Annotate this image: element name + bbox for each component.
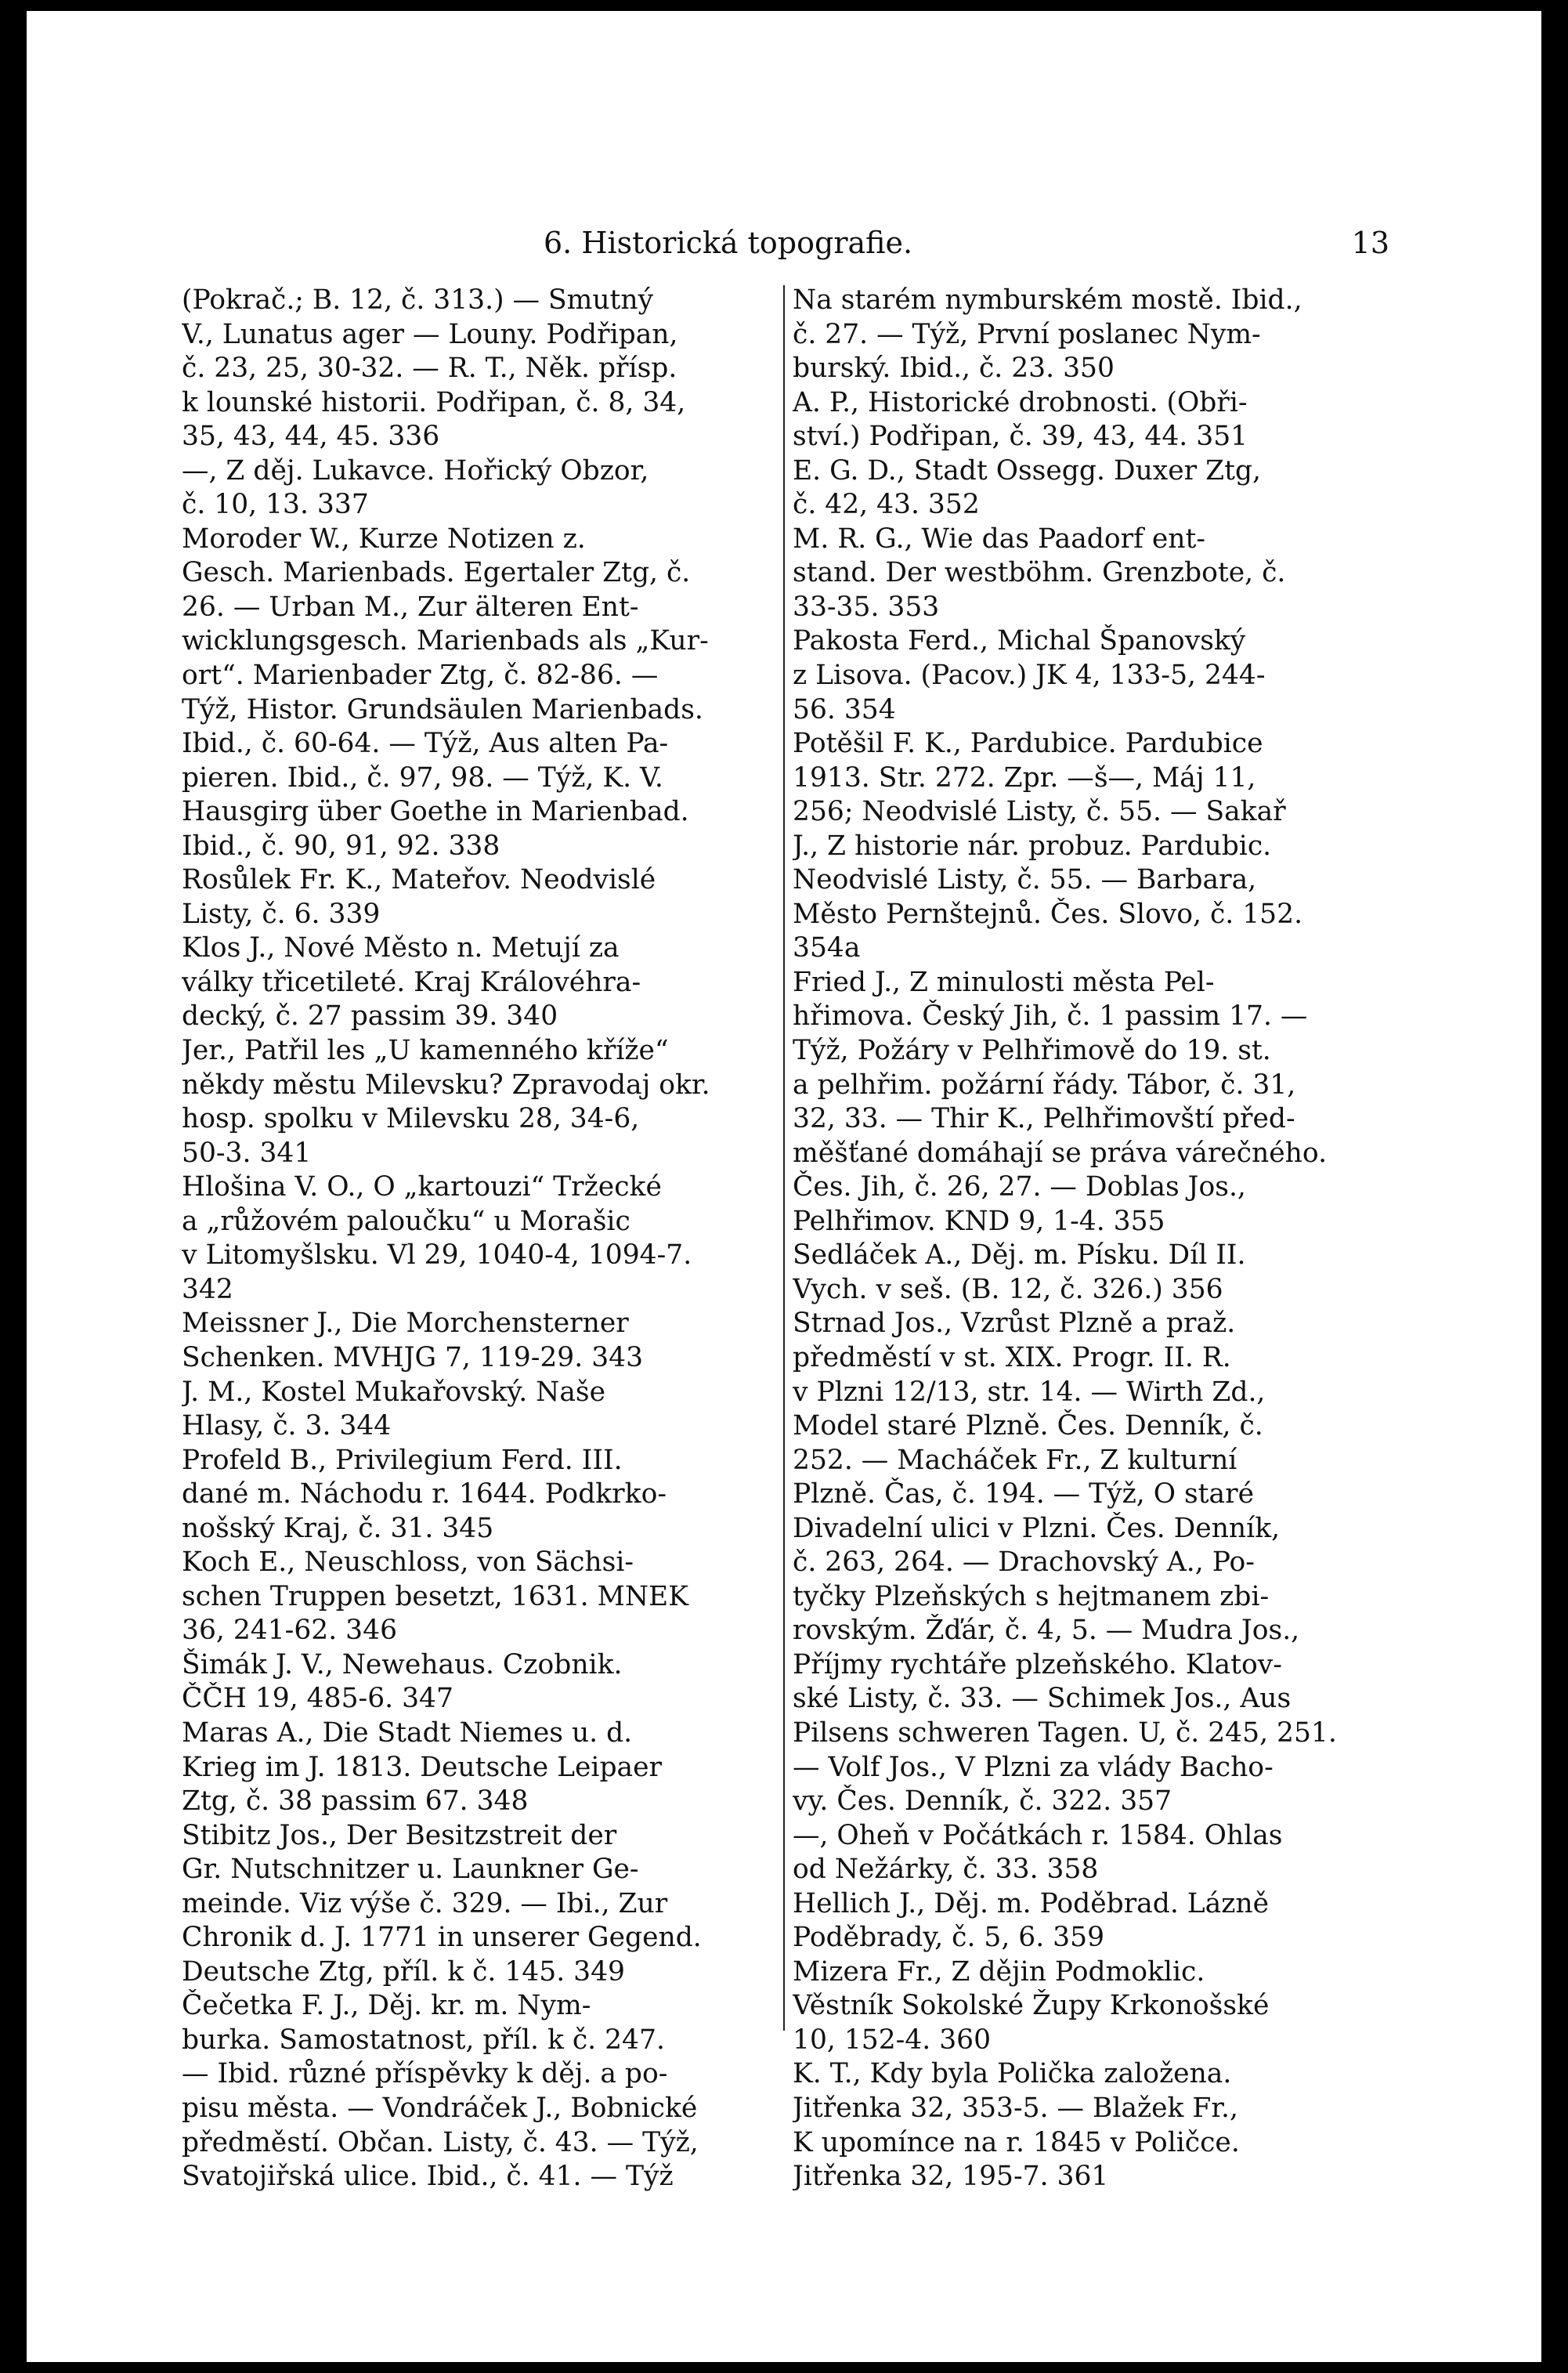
text-line: č. 42, 43. 352 bbox=[793, 489, 980, 521]
text-line: Gesch. Marienbads. Egertaler Ztg, č. bbox=[182, 557, 691, 589]
text-line: Strnad Jos., Vzrůst Plzně a praž. bbox=[793, 1308, 1236, 1340]
book-page bbox=[27, 11, 1541, 2362]
text-line: ort“. Marienbader Ztg, č. 82-86. — bbox=[182, 660, 659, 692]
text-line: 1913. Str. 272. Zpr. —š—, Máj 11, bbox=[793, 761, 1256, 794]
text-line: Věstník Sokolské Župy Krkonošské bbox=[793, 1990, 1270, 2022]
text-line: v Plzni 12/13, str. 14. — Wirth Zd., bbox=[793, 1376, 1266, 1408]
text-line: č. 27. — Týž, První poslanec Nym- bbox=[793, 318, 1261, 350]
text-line: v Litomyšlsku. Vl 29, 1040-4, 1094-7. bbox=[182, 1239, 692, 1272]
text-line: Klos J., Nové Město n. Metují za bbox=[182, 932, 620, 964]
text-line: Jer., Patřil les „U kamenného kříže“ bbox=[182, 1035, 669, 1067]
text-line: 342 bbox=[182, 1273, 233, 1305]
text-line: vy. Čes. Denník, č. 322. 357 bbox=[793, 1785, 1172, 1818]
text-line: tyčky Plzeňských s hejtmanem zbi- bbox=[793, 1580, 1270, 1612]
text-line: J. M., Kostel Mukařovský. Naše bbox=[182, 1376, 606, 1408]
text-line: Profeld B., Privilegium Ferd. III. bbox=[182, 1444, 623, 1476]
text-line: E. G. D., Stadt Ossegg. Duxer Ztg, bbox=[793, 454, 1262, 487]
text-line: burský. Ibid., č. 23. 350 bbox=[793, 353, 1115, 385]
text-line: Plzně. Čas, č. 194. — Týž, O staré bbox=[793, 1478, 1255, 1510]
text-line: Hlasy, č. 3. 344 bbox=[182, 1410, 392, 1442]
text-line: Gr. Nutschnitzer u. Launkner Ge- bbox=[182, 1854, 639, 1886]
text-line: pisu města. — Vondráček J., Bobnické bbox=[182, 2092, 698, 2124]
text-line: — Volf Jos., V Plzni za vlády Bacho- bbox=[793, 1751, 1274, 1783]
text-line: hřimova. Český Jih, č. 1 passim 17. — bbox=[793, 1000, 1308, 1033]
text-line: Ibid., č. 90, 91, 92. 338 bbox=[182, 830, 500, 862]
text-line: Jitřenka 32, 353-5. — Blažek Fr., bbox=[793, 2092, 1238, 2124]
text-line: Pelhřimov. KND 9, 1-4. 355 bbox=[793, 1205, 1165, 1237]
text-line: J., Z historie nár. probuz. Pardubic. bbox=[793, 830, 1272, 862]
text-line: předměstí v st. XIX. Progr. II. R. bbox=[793, 1341, 1231, 1373]
text-line: Hlošina V. O., O „kartouzi“ Tržecké bbox=[182, 1171, 662, 1203]
text-line: Koch E., Neuschloss, von Sächsi- bbox=[182, 1546, 634, 1579]
text-line: K upomínce na r. 1845 v Poličce. bbox=[793, 2126, 1240, 2158]
text-line: Neodvislé Listy, č. 55. — Barbara, bbox=[793, 864, 1257, 896]
text-line: wicklungsgesch. Marienbads als „Kur- bbox=[182, 625, 709, 657]
text-line: Maras A., Die Stadt Niemes u. d. bbox=[182, 1716, 633, 1749]
text-line: ství.) Podřipan, č. 39, 43, 44. 351 bbox=[793, 421, 1248, 453]
text-line: Jitřenka 32, 195-7. 361 bbox=[793, 2161, 1109, 2193]
text-line: (Pokrač.; B. 12, č. 313.) — Smutný bbox=[182, 284, 654, 316]
text-line: pieren. Ibid., č. 97, 98. — Týž, K. V. bbox=[182, 761, 663, 794]
text-line: nošský Kraj, č. 31. 345 bbox=[182, 1512, 494, 1544]
text-line: K. T., Kdy byla Polička založena. bbox=[793, 2058, 1232, 2090]
text-line: Mizera Fr., Z dějin Podmoklic. bbox=[793, 1955, 1205, 1988]
text-line: Příjmy rychtáře plzeňského. Klatov- bbox=[793, 1648, 1282, 1680]
text-line: — Ibid. různé příspěvky k děj. a po- bbox=[182, 2058, 668, 2090]
text-line: hosp. spolku v Milevsku 28, 34-6, bbox=[182, 1103, 640, 1135]
text-line: Týž, Požáry v Pelhřimově do 19. st. bbox=[793, 1035, 1271, 1067]
text-line: —, Z děj. Lukavce. Hořický Obzor, bbox=[182, 454, 649, 487]
page-number: 13 bbox=[1351, 226, 1389, 260]
text-line: V., Lunatus ager — Louny. Podřipan, bbox=[182, 318, 678, 350]
text-line: Vych. v seš. (B. 12, č. 326.) 356 bbox=[793, 1273, 1223, 1305]
text-line: Ztg, č. 38 passim 67. 348 bbox=[182, 1785, 529, 1818]
text-line: 252. — Macháček Fr., Z kulturní bbox=[793, 1444, 1237, 1476]
text-line: Model staré Plzně. Čes. Denník, č. bbox=[793, 1410, 1263, 1442]
text-line: decký, č. 27 passim 39. 340 bbox=[182, 1000, 558, 1033]
text-line: A. P., Historické drobnosti. (Obři- bbox=[793, 386, 1248, 418]
text-line: Na starém nymburském mostě. Ibid., bbox=[793, 284, 1302, 316]
text-line: od Nežárky, č. 33. 358 bbox=[793, 1854, 1099, 1886]
text-line: Moroder W., Kurze Notizen z. bbox=[182, 523, 586, 555]
text-line: někdy městu Milevsku? Zpravodaj okr. bbox=[182, 1069, 710, 1101]
text-line: 354a bbox=[793, 932, 861, 964]
text-line: předměstí. Občan. Listy, č. 43. — Týž, bbox=[182, 2126, 699, 2158]
text-line: a „růžovém paloučku“ u Morašic bbox=[182, 1205, 630, 1237]
text-line: 35, 43, 44, 45. 336 bbox=[182, 421, 440, 453]
column-divider bbox=[783, 285, 785, 2031]
text-line: 50-3. 341 bbox=[182, 1137, 312, 1169]
text-line: Sedláček A., Děj. m. Písku. Díl II. bbox=[793, 1239, 1246, 1272]
text-line: Chronik d. J. 1771 in unserer Gegend. bbox=[182, 1922, 702, 1954]
text-line: č. 23, 25, 30-32. — R. T., Něk. přísp. bbox=[182, 353, 677, 385]
text-line: č. 263, 264. — Drachovský A., Po- bbox=[793, 1546, 1255, 1579]
text-line: 36, 241-62. 346 bbox=[182, 1615, 398, 1647]
text-line: Potěšil F. K., Pardubice. Pardubice bbox=[793, 728, 1263, 760]
text-line: Divadelní ulici v Plzni. Čes. Denník, bbox=[793, 1512, 1281, 1544]
text-line: 32, 33. — Thir K., Pelhřimovští před- bbox=[793, 1103, 1295, 1135]
text-line: dané m. Náchodu r. 1644. Podkrko- bbox=[182, 1478, 667, 1510]
text-line: a pelhřim. požární řády. Tábor, č. 31, bbox=[793, 1069, 1296, 1101]
text-line: Schenken. MVHJG 7, 119-29. 343 bbox=[182, 1341, 644, 1373]
text-line: schen Truppen besetzt, 1631. MNEK bbox=[182, 1580, 689, 1612]
text-line: Pakosta Ferd., Michal Španovský bbox=[793, 625, 1246, 657]
text-line: Krieg im J. 1813. Deutsche Leipaer bbox=[182, 1751, 663, 1783]
text-line: Ibid., č. 60-64. — Týž, Aus alten Pa- bbox=[182, 728, 669, 760]
text-line: války třicetileté. Kraj Královéhra- bbox=[182, 966, 641, 998]
text-line: Hellich J., Děj. m. Poděbrad. Lázně bbox=[793, 1887, 1270, 1919]
text-line: Šimák J. V., Newehaus. Czobnik. bbox=[182, 1648, 623, 1680]
text-line: burka. Samostatnost, příl. k č. 247. bbox=[182, 2024, 665, 2056]
text-line: Fried J., Z minulosti města Pel- bbox=[793, 966, 1215, 998]
text-line: 256; Neodvislé Listy, č. 55. — Sakař bbox=[793, 796, 1286, 828]
text-line: 26. — Urban M., Zur älteren Ent- bbox=[182, 591, 639, 623]
text-line: 56. 354 bbox=[793, 693, 896, 725]
text-line: Čečetka F. J., Děj. kr. m. Nym- bbox=[182, 1990, 591, 2022]
text-line: M. R. G., Wie das Paadorf ent- bbox=[793, 523, 1206, 555]
text-line: Čes. Jih, č. 26, 27. — Doblas Jos., bbox=[793, 1171, 1246, 1203]
text-line: —, Oheň v Počátkách r. 1584. Ohlas bbox=[793, 1819, 1283, 1851]
text-line: Rosůlek Fr. K., Mateřov. Neodvislé bbox=[182, 864, 656, 896]
text-line: meinde. Viz výše č. 329. — Ibi., Zur bbox=[182, 1887, 668, 1919]
text-line: ČČH 19, 485-6. 347 bbox=[182, 1683, 453, 1715]
left-column bbox=[182, 284, 777, 2194]
text-line: Město Pernštejnů. Čes. Slovo, č. 152. bbox=[793, 898, 1303, 930]
section-title: 6. Historická topografie. bbox=[544, 226, 913, 260]
text-line: k lounské historii. Podřipan, č. 8, 34, bbox=[182, 386, 686, 418]
text-line: Deutsche Ztg, příl. k č. 145. 349 bbox=[182, 1955, 625, 1988]
right-column bbox=[793, 284, 1391, 2194]
scan-margin-marker: ◂ bbox=[0, 2037, 13, 2064]
text-line: Týž, Histor. Grundsäulen Marienbads. bbox=[182, 693, 703, 725]
text-line: Poděbrady, č. 5, 6. 359 bbox=[793, 1922, 1105, 1954]
text-line: měšťané domáhají se práva várečného. bbox=[793, 1137, 1328, 1169]
text-line: ské Listy, č. 33. — Schimek Jos., Aus bbox=[793, 1683, 1292, 1715]
text-line: z Lisova. (Pacov.) JK 4, 133-5, 244- bbox=[793, 660, 1266, 692]
text-line: rovským. Žďár, č. 4, 5. — Mudra Jos., bbox=[793, 1615, 1300, 1647]
text-line: 10, 152-4. 360 bbox=[793, 2024, 992, 2056]
text-line: Svatojiřská ulice. Ibid., č. 41. — Týž bbox=[182, 2161, 674, 2193]
text-line: Meissner J., Die Morchensterner bbox=[182, 1308, 629, 1340]
text-line: Stibitz Jos., Der Besitzstreit der bbox=[182, 1819, 617, 1851]
text-line: Pilsens schweren Tagen. U, č. 245, 251. bbox=[793, 1716, 1337, 1749]
text-line: Listy, č. 6. 339 bbox=[182, 898, 381, 930]
text-line: 33-35. 353 bbox=[793, 591, 940, 623]
text-line: Hausgirg über Goethe in Marienbad. bbox=[182, 796, 689, 828]
text-line: stand. Der westböhm. Grenzbote, č. bbox=[793, 557, 1286, 589]
text-line: č. 10, 13. 337 bbox=[182, 489, 369, 521]
